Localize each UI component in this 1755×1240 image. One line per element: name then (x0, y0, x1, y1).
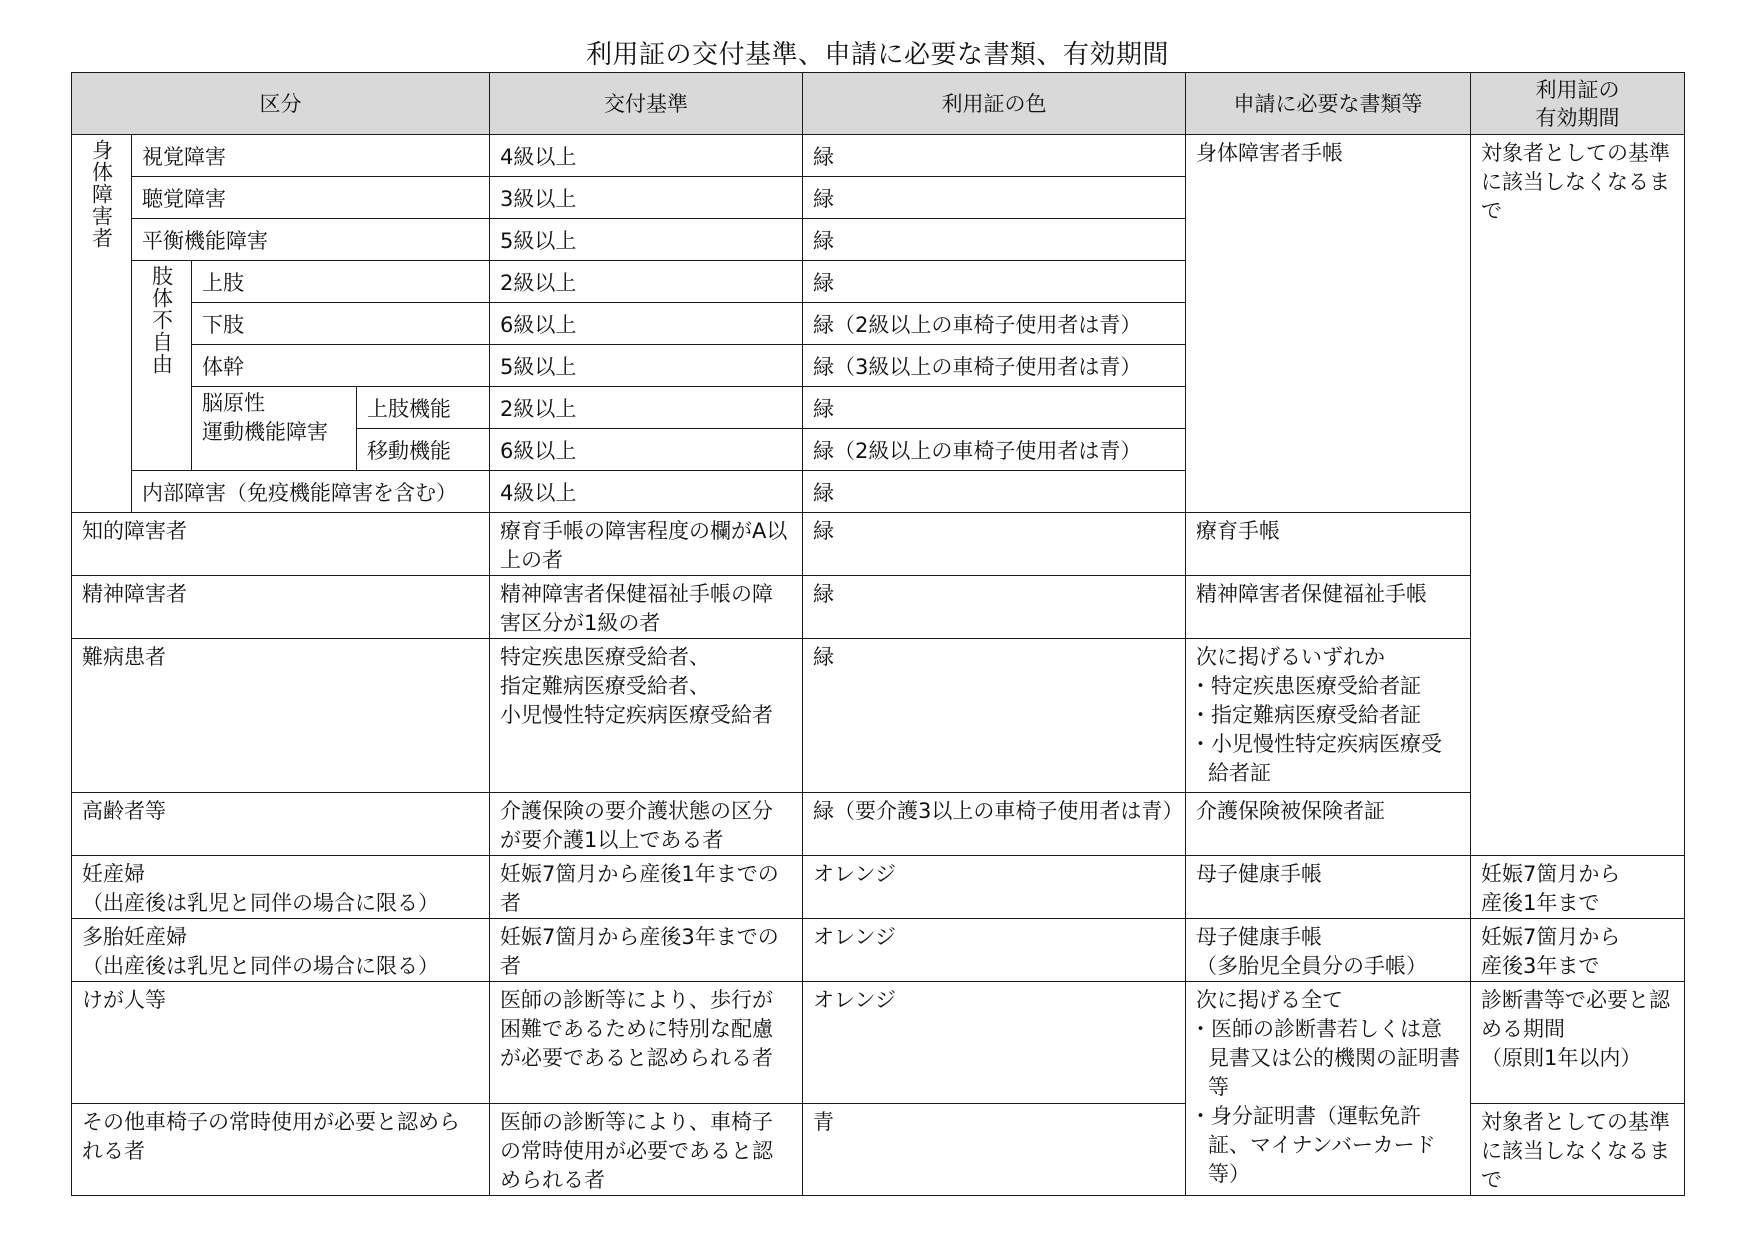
color-cell: 緑 (813, 582, 834, 606)
category-cell: 精神障害者 (82, 582, 187, 606)
criteria-cell: 精神障害者保健福祉手帳の障害区分が1級の者 (500, 582, 773, 635)
header-category: 区分 (72, 73, 490, 135)
table-row (72, 856, 1685, 919)
documents-cell (1186, 639, 1470, 788)
table-row (72, 919, 1685, 982)
color-cell: オレンジ (813, 862, 896, 886)
category-cell: 体幹 (202, 355, 244, 379)
category-cell: 上肢 (202, 271, 244, 295)
list-item: ・ 身分証明書（運転免許証、マイナンバーカード等） (1196, 1102, 1460, 1189)
color-cell: オレンジ (813, 925, 896, 949)
documents-cell: 精神障害者保健福祉手帳 (1196, 582, 1427, 606)
category-cell: 多胎妊産婦 （出産後は乳児と同伴の場合に限る） (82, 925, 439, 978)
color-cell: 緑 (813, 519, 834, 543)
list-item: ・ 指定難病医療受給者証 (1196, 701, 1460, 730)
table-row (72, 639, 1685, 793)
header-row (72, 73, 1685, 135)
table-row (72, 135, 1685, 177)
criteria-cell: 療育手帳の障害程度の欄がA以上の者 (500, 519, 788, 572)
criteria-cell: 5級以上 (500, 355, 577, 379)
criteria-cell: 医師の診断等により、車椅子の常時使用が必要であると認められる者 (500, 1110, 773, 1192)
color-cell: 青 (813, 1110, 834, 1134)
validity-cell: 妊娠7箇月から 産後3年まで (1481, 925, 1621, 978)
validity-cell: 対象者としての基準に該当しなくなるまで (1481, 141, 1670, 223)
criteria-cell: 4級以上 (500, 145, 577, 169)
documents-cell: 療育手帳 (1196, 519, 1280, 543)
color-cell: 緑 (813, 187, 834, 211)
validity-cell: 診断書等で必要と認める期間 （原則1年以内） (1481, 988, 1670, 1070)
criteria-cell: 6級以上 (500, 313, 577, 337)
header-color: 利用証の色 (803, 73, 1186, 135)
color-cell: 緑 (813, 645, 834, 669)
page-title: 利用証の交付基準、申請に必要な書類、有効期間 (585, 40, 1169, 70)
criteria-cell: 介護保険の要介護状態の区分が要介護1以上である者 (500, 799, 773, 852)
category-cell: 移動機能 (367, 439, 451, 463)
criteria-cell: 4級以上 (500, 481, 577, 505)
color-cell: 緑（3級以上の車椅子使用者は青） (813, 355, 1142, 379)
category-cell: 聴覚障害 (142, 187, 226, 211)
header-validity: 利用証の 有効期間 (1471, 73, 1685, 135)
table-row (72, 982, 1685, 1104)
category-cell: その他車椅子の常時使用が必要と認められる者 (82, 1110, 460, 1163)
color-cell: 緑（2級以上の車椅子使用者は青） (813, 313, 1142, 337)
documents-cell (1186, 982, 1470, 1189)
documents-cell: 母子健康手帳 （多胎児全員分の手帳） (1196, 925, 1427, 978)
documents-lead: 次に掲げる全て (1196, 988, 1343, 1012)
category-cell: 高齢者等 (82, 799, 166, 823)
limb-group-label: 肢体不自由 (132, 261, 192, 471)
category-cell: 視覚障害 (142, 145, 226, 169)
criteria-cell: 5級以上 (500, 229, 577, 253)
eligibility-table (71, 72, 1685, 1196)
criteria-cell: 妊娠7箇月から産後1年までの者 (500, 862, 779, 915)
table-row (72, 576, 1685, 639)
color-cell: 緑 (813, 145, 834, 169)
category-cell: 上肢機能 (367, 397, 451, 421)
criteria-cell: 医師の診断等により、歩行が困難であるために特別な配慮が必要であると認められる者 (500, 988, 773, 1070)
color-cell: オレンジ (813, 988, 896, 1012)
category-cell: 妊産婦 （出産後は乳児と同伴の場合に限る） (82, 862, 439, 915)
criteria-cell: 2級以上 (500, 397, 577, 421)
color-cell: 緑（2級以上の車椅子使用者は青） (813, 439, 1142, 463)
criteria-cell: 3級以上 (500, 187, 577, 211)
validity-cell: 対象者としての基準に該当しなくなるまで (1481, 1110, 1670, 1192)
list-item: ・ 小児慢性特定疾病医療受給者証 (1196, 730, 1460, 788)
criteria-cell: 妊娠7箇月から産後3年までの者 (500, 925, 779, 978)
table-row (72, 513, 1685, 576)
category-cell: けが人等 (82, 988, 166, 1012)
header-criteria: 交付基準 (490, 73, 803, 135)
color-cell: 緑 (813, 229, 834, 253)
color-cell: 緑 (813, 397, 834, 421)
documents-cell: 身体障害者手帳 (1196, 141, 1343, 165)
category-cell: 知的障害者 (82, 519, 187, 543)
list-item: ・ 医師の診断書若しくは意見書又は公的機関の証明書等 (1196, 1015, 1460, 1102)
cerebral-palsy-label: 脳原性 運動機能障害 (202, 391, 328, 444)
list-item: ・ 特定疾患医療受給者証 (1196, 672, 1460, 701)
table-row (72, 793, 1685, 856)
criteria-cell: 6級以上 (500, 439, 577, 463)
documents-lead: 次に掲げるいずれか (1196, 645, 1385, 669)
color-cell: 緑 (813, 481, 834, 505)
category-cell: 内部障害（免疫機能障害を含む） (142, 481, 457, 505)
validity-cell: 妊娠7箇月から 産後1年まで (1481, 862, 1621, 915)
documents-cell: 介護保険被保険者証 (1196, 799, 1385, 823)
category-cell: 難病患者 (82, 645, 166, 669)
category-cell: 下肢 (202, 313, 244, 337)
documents-cell: 母子健康手帳 (1196, 862, 1322, 886)
color-cell: 緑 (813, 271, 834, 295)
criteria-cell: 2級以上 (500, 271, 577, 295)
physical-group-label: 身体障害者 (72, 135, 132, 513)
color-cell: 緑（要介護3以上の車椅子使用者は青） (813, 799, 1184, 823)
criteria-cell: 特定疾患医療受給者、 指定難病医療受給者、 小児慢性特定疾病医療受給者 (500, 645, 773, 727)
header-documents: 申請に必要な書類等 (1186, 73, 1471, 135)
category-cell: 平衡機能障害 (142, 229, 268, 253)
